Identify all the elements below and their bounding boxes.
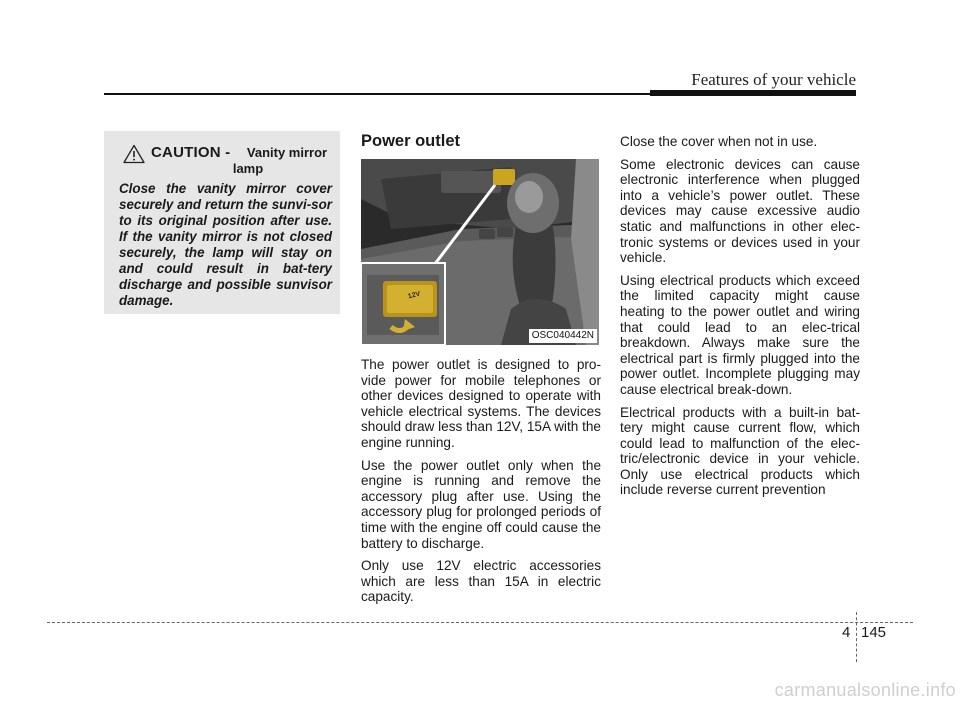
- watermark: carmanualsonline.info: [774, 680, 956, 700]
- paragraph: Use the power outlet only when the engine is running and remove the accessory plug after use. Using the accessory plug for prolonged periods of time with the engine off could cause the battery to discharge.: [361, 457, 601, 551]
- paragraph: The power outlet is designed to pro-vide power for mobile telephones or other devices designed to operate with vehicle electrical systems. The devices should draw less than 12V, 15A with the engine running.: [361, 357, 601, 450]
- paragraph: Close the cover when not in use.: [620, 134, 818, 149]
- figure-code: OSC040442N: [529, 329, 597, 343]
- caution-header: [119, 143, 332, 179]
- section-heading: Power outlet: [361, 132, 461, 150]
- paragraph: Only use 12V electric accessories which are less than 15A in electric capacity.: [361, 558, 601, 605]
- caution-box: [104, 131, 340, 314]
- footer-rule: [47, 622, 913, 623]
- column-power-outlet: [361, 131, 601, 612]
- caution-label: CAUTION -: [151, 144, 231, 161]
- paragraph: Using electrical products which exceed the limited capacity might cause heating to the power outlet and wiring that could lead to an elec-trical breakdown. Always make sure the electrical part is firmly plugged into the power outlet. Incomplete plugging may cause electrical break-down.: [620, 272, 860, 397]
- page-number: 145: [861, 624, 887, 641]
- paragraph: Some electronic devices can cause electronic interference when plugged into a vehicle’s power outlet. These devices may cause excessive audio static and malfunctions in other elec-tronic systems or devices used in your vehicle.: [620, 156, 860, 266]
- paragraph: Electrical products with a built-in bat-tery might cause current flow, which could lead to malfunction of the elec-tric/electronic device in your vehicle. Only use electrical products which include reverse current prevention: [620, 404, 860, 498]
- column-electrical-notes: [620, 131, 860, 505]
- inset-label: 12V: [407, 290, 422, 301]
- chapter-number: 4: [842, 624, 851, 641]
- power-outlet-figure: [361, 159, 599, 345]
- header-title: Features of your vehicle: [691, 70, 856, 89]
- caution-subject: Vanity mirror lamp: [232, 145, 328, 176]
- warning-triangle-icon: [123, 144, 145, 164]
- console-illustration: [361, 159, 599, 345]
- footer-divider: [856, 612, 857, 662]
- caution-text: Close the vanity mirror cover securely and return the sunvi-sor to its original position after use. If the vanity mirror is not closed securely, the lamp will stay on and could result in bat-tery discharge and possible sunvisor damage.: [119, 181, 332, 308]
- header-rule-accent: [650, 90, 856, 96]
